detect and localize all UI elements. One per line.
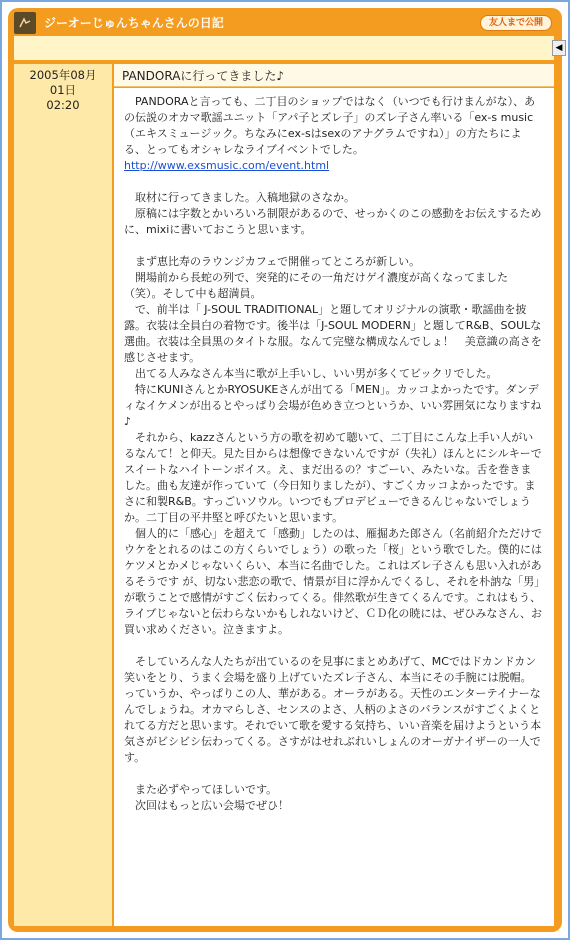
paragraph: 個人的に「感心」を超えて「感動」したのは、雁掘あた郎さん（名前紹介ただけでウケをとれるのはこの方くらいでしょう）の歌った「桜」という歌でした。僕的にはケツメとかメじゃないくらい、本当に名曲でした。これはズレ子さんも思い入れがあるそうです が、切ない悲恋の歌で、情景が目に浮かんでくるし、それを朴訥な「男」が歌うことで感情がすごく伝わってくる。俳然歌が生きてくるんです。これはもう、ライブじゃないと伝わらないかもしれないけど、ＣＤ化の暁には、ぜひみなさん、お買い求めください。泣きますよ。 bbox=[124, 527, 542, 636]
paragraph-gap bbox=[124, 174, 542, 190]
paragraph-gap bbox=[124, 638, 542, 654]
entry-time: 02:20 bbox=[46, 98, 80, 112]
page-title: ジーオーじゅんちゃんさんの日記 bbox=[44, 16, 224, 30]
entry-datetime bbox=[14, 68, 112, 113]
info-bar bbox=[14, 36, 554, 60]
paragraph: まず恵比寿のラウンジカフェで開催ってところが新しい。 bbox=[124, 255, 421, 268]
paragraph: 出てる人みなさん本当に歌が上手いし、いい男が多くてビックリでした。 bbox=[124, 367, 498, 380]
paragraph: 開場前から長蛇の列で、突発的にその一角だけゲイ濃度が高くなってました（笑）。そして中も超満員。 bbox=[124, 271, 509, 300]
entry-day: 01日 bbox=[49, 83, 77, 97]
date-column bbox=[14, 64, 112, 926]
paragraph-gap bbox=[124, 766, 542, 782]
paragraph: 取材に行ってきました。入稿地獄のさなか。 bbox=[124, 191, 355, 204]
entry-title-bar bbox=[114, 64, 554, 87]
paragraph: PANDORAと言っても、二丁目のショップではなく（いつでも行けまんがな）、あの伝説のオカマ歌謡ユニット「アパ子とズレ子」のズレ子さん率いる「ex-s music（エキスミュージック。ちなみにex-sはsexのアナグラムですね）」の方たちによる、とってもオシャレなライブイベントでした。 bbox=[124, 95, 536, 156]
scroll-left-arrow-icon[interactable]: ◀ bbox=[552, 40, 566, 56]
diary-icon bbox=[14, 12, 36, 34]
visibility-badge: 友人まで公開 bbox=[480, 15, 552, 31]
event-link[interactable]: http://www.exsmusic.com/event.html bbox=[124, 159, 330, 172]
paragraph: それから、kazzさんという方の歌を初めて聴いて、二丁目にこんな上手い人がいるなんて！と仰天。見た目からは想像できないんですが（失礼）ほんとにシルキーでスイートなハイトーンボイス。え、まだ出るの？すごーい、みたいな。舌を巻きました。曲も友達が作っていて（今日知りましたが）、すごくカッコよかったです。まさに和製R&B。すっごいソウル。いつでもプロデビューできるんじゃないでしょうか。二丁目の平井堅と呼びたいと思います。 bbox=[124, 431, 542, 524]
paragraph: そしていろんな人たちが出ているのを見事にまとめあげて、MCではドカンドカン笑いをとり、うまく会場を盛り上げていたズレ子さん、本当にその手腕には脱帽。っていうか、やっぱりこの人、華がある。オーラがある。天性のエンターテイナーなんでしょうね。オカマらしさ、センスのよさ、人柄のよさのバランスがすごくよくとれてる方だと思います。それでいて歌を愛する気持ち、いい音楽を届けようという本気さがビシビシ伝わってくる。さすがはせれぶれいしょんのオーガナイザーの一人です。 bbox=[124, 655, 542, 764]
diary-header bbox=[14, 12, 556, 34]
paragraph: また必ずやってほしいです。 bbox=[124, 783, 278, 796]
paragraph-gap bbox=[124, 238, 542, 254]
paragraph: 特にKUNIさんとかRYOSUKEさんが出てる「MEN」。カッコよかったです。ダンディなイケメンが出るとやっぱり会場が色めき立つというか、いい雰囲気になりますね♪ bbox=[124, 383, 542, 428]
entry-title: PANDORAに行ってきました♪ bbox=[122, 69, 285, 83]
entry-body bbox=[114, 88, 554, 926]
entry-text bbox=[124, 94, 542, 814]
paragraph: で、前半は「 J-SOUL TRADITIONAL」と題してオリジナルの演歌・歌謡曲を披露。衣装は全員白の着物です。後半は「J-SOUL MODERN」と題してR&B、SOULな選曲。衣装は全員黒のタイトな服。なんて完璧な構成なんでしょ！ 美意識の高さを感じさせます。 bbox=[124, 303, 542, 364]
paragraph: 次回はもっと広い会場でぜひ！ bbox=[124, 799, 289, 812]
entry-date: 2005年08月 bbox=[29, 68, 97, 82]
paragraph: 原稿には字数とかいろいろ制限があるので、せっかくのこの感動をお伝えするために、mixiに書いておこうと思います。 bbox=[124, 207, 542, 236]
